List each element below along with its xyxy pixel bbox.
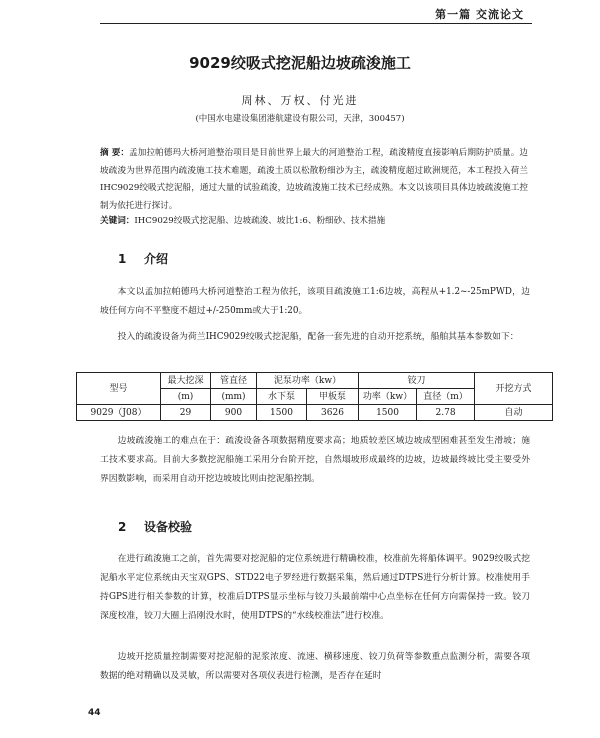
th-pump-power: 泥泵功率（kw）: [257, 373, 359, 389]
cell-dig-mode: 自动: [475, 405, 553, 421]
th-cutter: 铰刀: [359, 373, 475, 389]
table-header-row: [77, 373, 553, 389]
paragraph: 边坡开挖质量控制需要对挖泥船的泥浆浓度、流速、横移速度、铰刀负荷等参数重点监测分析，需要各项数据的绝对精确以及灵敏，所以需要对各项仪表进行检测，是否存在延时: [100, 652, 530, 681]
affiliation: (中国水电建设集团港航建设有限公司，天津，300457): [195, 114, 405, 124]
section-title: 设备校验: [144, 520, 193, 534]
th-max-depth: 最大挖深: [161, 373, 211, 389]
abstract-label: 摘 要：: [100, 148, 130, 158]
section-number: 1: [118, 252, 127, 266]
cell-max-depth: 29: [161, 405, 211, 421]
table-row: [77, 405, 553, 421]
th-pipe-dia: 管直径: [211, 373, 257, 389]
th-cutter-power: 功率（kw）: [359, 389, 417, 405]
th-pipe-dia-unit: (mm): [211, 389, 257, 405]
paragraph: 在进行疏浚施工之前，首先需要对挖泥船的定位系统进行精确校准，校准前先将船体调平。9029绞吸式挖泥船水平定位系统由天宝双GPS、STD22电子罗经进行数据采集，然后通过DTPS进行分析计算。校准使用手持GPS进行相关参数的计算，校准后DTPS显示坐标与铰刀头最前端中心点坐标在任何方向需保持一致。铰刀深度校准，铰刀大圈上沿刚没水时，使用DTPS的“水线校准法”进行校准。: [100, 554, 530, 621]
th-underwater-pump: 水下泵: [257, 389, 307, 405]
cell-cutter-dia: 2.78: [417, 405, 475, 421]
cell-model: 9029（J08）: [77, 405, 161, 421]
th-deck-pump: 甲板泵: [307, 389, 359, 405]
cell-cutter-power: 1500: [359, 405, 417, 421]
paragraph: 本文以孟加拉帕德玛大桥河道整治工程为依托，该项目疏浚施工1:6边坡，高程从+1.2~-25mPWD，边坡任何方向不平整度不超过+/-250mm或大于1:20。: [100, 287, 530, 316]
cell-deck-pump: 3626: [307, 405, 359, 421]
cell-pipe-dia: 900: [211, 405, 257, 421]
abstract: [100, 145, 528, 215]
paragraph: 边坡疏浚施工的难点在于：疏浚设备各项数据精度要求高；地质较差区域边坡成型困难甚至发生滑坡；施工技术要求高。目前大多数挖泥船施工采用分台阶开挖，自然塌坡形成最终的边坡，边坡最终坡比受主要受外界因数影响，而采用自动开挖边坡坡比则由挖泥船控制。: [100, 436, 530, 484]
section-number: 2: [118, 520, 127, 534]
keywords-text: IHC9029绞吸式挖泥船、边坡疏浚、坡比1:6、粉细砂、技术措施: [134, 216, 386, 226]
parameter-table: [76, 372, 553, 421]
th-model: 型号: [77, 373, 161, 405]
cell-underwater-pump: 1500: [257, 405, 307, 421]
paper-title: 9029绞吸式挖泥船边坡疏浚施工: [189, 54, 411, 72]
paragraph: 投入的疏浚设备为荷兰IHC9029绞吸式挖泥船，配备一套先进的自动开挖系统，船舶其基本参数如下：: [117, 332, 519, 342]
running-header: [100, 3, 532, 24]
th-dig-mode: 开挖方式: [475, 373, 553, 405]
authors: 周林、万权、付光进: [241, 94, 359, 107]
th-cutter-dia: 直径（m）: [417, 389, 475, 405]
page-number: 44: [88, 708, 101, 718]
section-heading-1: [118, 250, 168, 267]
section-title: 介绍: [144, 252, 169, 266]
section-heading-2: [118, 518, 192, 535]
abstract-text: 孟加拉帕德玛大桥河道整治项目是目前世界上最大的河道整治工程，疏浚精度直接影响后期防护质量。边坡疏浚为世界范围内疏浚施工技术难题，疏浚土质以松散粉细沙为主，疏浚精度超过欧洲规范，本工程投入荷兰IHC9029绞吸式挖泥船，通过大量的试验疏浚，边坡疏浚施工技术已经成熟。本文以该项目具体边坡疏浚施工控制为依托进行探讨。: [100, 148, 528, 211]
th-max-depth-unit: (m): [161, 389, 211, 405]
keywords: [100, 213, 528, 230]
header-section-title: 第一篇 交流论文: [435, 8, 524, 21]
keywords-label: 关键词：: [100, 216, 135, 226]
